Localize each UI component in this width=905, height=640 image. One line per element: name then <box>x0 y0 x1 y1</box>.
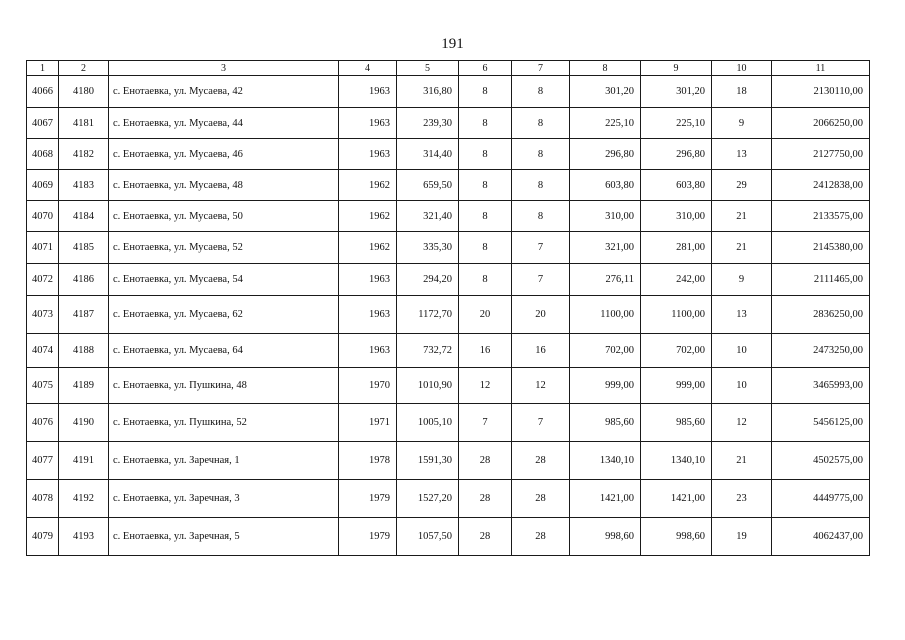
cell-col-8: 301,20 <box>570 76 641 108</box>
cell-col-5: 1010,90 <box>397 368 459 404</box>
cell-col-7: 12 <box>512 368 570 404</box>
cell-col-10: 21 <box>712 232 772 264</box>
cell-col-1: 4074 <box>27 334 59 368</box>
cell-col-3: с. Енотаевка, ул. Мусаева, 64 <box>109 334 339 368</box>
cell-col-8: 985,60 <box>570 404 641 442</box>
cell-col-3: с. Енотаевка, ул. Мусаева, 62 <box>109 296 339 334</box>
column-header-1: 1 <box>27 61 59 76</box>
cell-col-4: 1963 <box>339 139 397 170</box>
cell-col-6: 28 <box>459 442 512 480</box>
column-header-7: 7 <box>512 61 570 76</box>
cell-col-4: 1971 <box>339 404 397 442</box>
cell-col-1: 4070 <box>27 201 59 232</box>
column-header-8: 8 <box>570 61 641 76</box>
cell-col-2: 4180 <box>59 76 109 108</box>
cell-col-5: 1005,10 <box>397 404 459 442</box>
cell-col-4: 1963 <box>339 76 397 108</box>
cell-col-9: 281,00 <box>641 232 712 264</box>
cell-col-5: 732,72 <box>397 334 459 368</box>
cell-col-9: 702,00 <box>641 334 712 368</box>
cell-col-6: 8 <box>459 232 512 264</box>
cell-col-1: 4069 <box>27 170 59 201</box>
column-header-3: 3 <box>109 61 339 76</box>
cell-col-5: 314,40 <box>397 139 459 170</box>
cell-col-9: 1340,10 <box>641 442 712 480</box>
cell-col-5: 1591,30 <box>397 442 459 480</box>
cell-col-6: 20 <box>459 296 512 334</box>
cell-col-7: 28 <box>512 480 570 518</box>
cell-col-11: 4449775,00 <box>772 480 870 518</box>
cell-col-10: 18 <box>712 76 772 108</box>
cell-col-5: 239,30 <box>397 108 459 139</box>
table-row <box>27 334 870 368</box>
cell-col-9: 998,60 <box>641 518 712 556</box>
cell-col-8: 276,11 <box>570 264 641 296</box>
cell-col-5: 294,20 <box>397 264 459 296</box>
cell-col-4: 1962 <box>339 232 397 264</box>
table-row <box>27 404 870 442</box>
cell-col-6: 8 <box>459 76 512 108</box>
table-row <box>27 480 870 518</box>
cell-col-6: 7 <box>459 404 512 442</box>
cell-col-2: 4183 <box>59 170 109 201</box>
cell-col-10: 9 <box>712 264 772 296</box>
cell-col-5: 1527,20 <box>397 480 459 518</box>
cell-col-8: 310,00 <box>570 201 641 232</box>
column-header-10: 10 <box>712 61 772 76</box>
cell-col-10: 23 <box>712 480 772 518</box>
cell-col-11: 2836250,00 <box>772 296 870 334</box>
cell-col-3: с. Енотаевка, ул. Заречная, 1 <box>109 442 339 480</box>
column-header-6: 6 <box>459 61 512 76</box>
housing-registry-table <box>26 60 870 556</box>
cell-col-10: 10 <box>712 334 772 368</box>
cell-col-6: 8 <box>459 264 512 296</box>
cell-col-2: 4193 <box>59 518 109 556</box>
cell-col-2: 4186 <box>59 264 109 296</box>
cell-col-11: 2066250,00 <box>772 108 870 139</box>
table-row <box>27 170 870 201</box>
cell-col-7: 16 <box>512 334 570 368</box>
cell-col-3: с. Енотаевка, ул. Заречная, 3 <box>109 480 339 518</box>
cell-col-1: 4073 <box>27 296 59 334</box>
cell-col-5: 316,80 <box>397 76 459 108</box>
cell-col-10: 29 <box>712 170 772 201</box>
cell-col-8: 1421,00 <box>570 480 641 518</box>
cell-col-7: 7 <box>512 404 570 442</box>
cell-col-10: 21 <box>712 201 772 232</box>
cell-col-6: 12 <box>459 368 512 404</box>
cell-col-11: 2473250,00 <box>772 334 870 368</box>
cell-col-9: 242,00 <box>641 264 712 296</box>
cell-col-7: 7 <box>512 264 570 296</box>
cell-col-1: 4078 <box>27 480 59 518</box>
cell-col-6: 8 <box>459 170 512 201</box>
cell-col-3: с. Енотаевка, ул. Мусаева, 42 <box>109 76 339 108</box>
cell-col-11: 4062437,00 <box>772 518 870 556</box>
cell-col-4: 1978 <box>339 442 397 480</box>
cell-col-7: 7 <box>512 232 570 264</box>
cell-col-3: с. Енотаевка, ул. Мусаева, 50 <box>109 201 339 232</box>
cell-col-6: 28 <box>459 480 512 518</box>
cell-col-2: 4191 <box>59 442 109 480</box>
cell-col-6: 8 <box>459 108 512 139</box>
cell-col-4: 1963 <box>339 108 397 139</box>
cell-col-3: с. Енотаевка, ул. Мусаева, 44 <box>109 108 339 139</box>
cell-col-5: 1057,50 <box>397 518 459 556</box>
cell-col-4: 1979 <box>339 480 397 518</box>
cell-col-11: 2111465,00 <box>772 264 870 296</box>
cell-col-11: 2145380,00 <box>772 232 870 264</box>
cell-col-10: 13 <box>712 139 772 170</box>
cell-col-9: 310,00 <box>641 201 712 232</box>
cell-col-2: 4192 <box>59 480 109 518</box>
cell-col-10: 9 <box>712 108 772 139</box>
table-row <box>27 518 870 556</box>
cell-col-1: 4066 <box>27 76 59 108</box>
cell-col-6: 8 <box>459 201 512 232</box>
table-row <box>27 264 870 296</box>
cell-col-3: с. Енотаевка, ул. Мусаева, 48 <box>109 170 339 201</box>
cell-col-8: 1100,00 <box>570 296 641 334</box>
cell-col-1: 4067 <box>27 108 59 139</box>
cell-col-2: 4190 <box>59 404 109 442</box>
cell-col-1: 4075 <box>27 368 59 404</box>
table-row <box>27 108 870 139</box>
cell-col-4: 1963 <box>339 264 397 296</box>
cell-col-8: 321,00 <box>570 232 641 264</box>
column-header-9: 9 <box>641 61 712 76</box>
cell-col-6: 8 <box>459 139 512 170</box>
header-row <box>27 61 870 76</box>
cell-col-5: 1172,70 <box>397 296 459 334</box>
cell-col-6: 16 <box>459 334 512 368</box>
cell-col-5: 335,30 <box>397 232 459 264</box>
cell-col-4: 1963 <box>339 334 397 368</box>
table-row <box>27 368 870 404</box>
cell-col-11: 2130110,00 <box>772 76 870 108</box>
cell-col-4: 1962 <box>339 170 397 201</box>
cell-col-3: с. Енотаевка, ул. Мусаева, 52 <box>109 232 339 264</box>
cell-col-9: 1421,00 <box>641 480 712 518</box>
column-header-11: 11 <box>772 61 870 76</box>
cell-col-9: 603,80 <box>641 170 712 201</box>
cell-col-5: 321,40 <box>397 201 459 232</box>
cell-col-11: 4502575,00 <box>772 442 870 480</box>
cell-col-1: 4071 <box>27 232 59 264</box>
table-row <box>27 296 870 334</box>
cell-col-7: 8 <box>512 170 570 201</box>
cell-col-2: 4187 <box>59 296 109 334</box>
cell-col-11: 2133575,00 <box>772 201 870 232</box>
cell-col-7: 28 <box>512 518 570 556</box>
cell-col-11: 3465993,00 <box>772 368 870 404</box>
cell-col-2: 4185 <box>59 232 109 264</box>
cell-col-3: с. Енотаевка, ул. Мусаева, 46 <box>109 139 339 170</box>
cell-col-9: 999,00 <box>641 368 712 404</box>
cell-col-2: 4182 <box>59 139 109 170</box>
table-row <box>27 139 870 170</box>
cell-col-10: 13 <box>712 296 772 334</box>
cell-col-1: 4068 <box>27 139 59 170</box>
table-row <box>27 442 870 480</box>
cell-col-8: 603,80 <box>570 170 641 201</box>
page-number: 191 <box>441 36 464 52</box>
cell-col-2: 4181 <box>59 108 109 139</box>
cell-col-9: 225,10 <box>641 108 712 139</box>
cell-col-9: 1100,00 <box>641 296 712 334</box>
cell-col-1: 4077 <box>27 442 59 480</box>
table-row <box>27 232 870 264</box>
cell-col-4: 1962 <box>339 201 397 232</box>
cell-col-2: 4188 <box>59 334 109 368</box>
cell-col-4: 1970 <box>339 368 397 404</box>
cell-col-7: 8 <box>512 76 570 108</box>
cell-col-2: 4184 <box>59 201 109 232</box>
cell-col-7: 20 <box>512 296 570 334</box>
column-header-2: 2 <box>59 61 109 76</box>
cell-col-8: 1340,10 <box>570 442 641 480</box>
cell-col-9: 296,80 <box>641 139 712 170</box>
cell-col-8: 296,80 <box>570 139 641 170</box>
table-row <box>27 201 870 232</box>
column-header-4: 4 <box>339 61 397 76</box>
cell-col-4: 1963 <box>339 296 397 334</box>
cell-col-9: 301,20 <box>641 76 712 108</box>
cell-col-1: 4072 <box>27 264 59 296</box>
cell-col-10: 21 <box>712 442 772 480</box>
cell-col-6: 28 <box>459 518 512 556</box>
cell-col-2: 4189 <box>59 368 109 404</box>
cell-col-4: 1979 <box>339 518 397 556</box>
cell-col-3: с. Енотаевка, ул. Пушкина, 52 <box>109 404 339 442</box>
cell-col-8: 999,00 <box>570 368 641 404</box>
cell-col-5: 659,50 <box>397 170 459 201</box>
cell-col-10: 10 <box>712 368 772 404</box>
cell-col-3: с. Енотаевка, ул. Мусаева, 54 <box>109 264 339 296</box>
cell-col-11: 5456125,00 <box>772 404 870 442</box>
cell-col-11: 2412838,00 <box>772 170 870 201</box>
cell-col-3: с. Енотаевка, ул. Пушкина, 48 <box>109 368 339 404</box>
cell-col-8: 702,00 <box>570 334 641 368</box>
cell-col-7: 8 <box>512 108 570 139</box>
cell-col-9: 985,60 <box>641 404 712 442</box>
cell-col-7: 8 <box>512 201 570 232</box>
cell-col-10: 12 <box>712 404 772 442</box>
cell-col-3: с. Енотаевка, ул. Заречная, 5 <box>109 518 339 556</box>
cell-col-7: 8 <box>512 139 570 170</box>
cell-col-1: 4079 <box>27 518 59 556</box>
cell-col-8: 225,10 <box>570 108 641 139</box>
cell-col-10: 19 <box>712 518 772 556</box>
cell-col-11: 2127750,00 <box>772 139 870 170</box>
cell-col-8: 998,60 <box>570 518 641 556</box>
column-header-5: 5 <box>397 61 459 76</box>
cell-col-7: 28 <box>512 442 570 480</box>
table-row <box>27 76 870 108</box>
cell-col-1: 4076 <box>27 404 59 442</box>
